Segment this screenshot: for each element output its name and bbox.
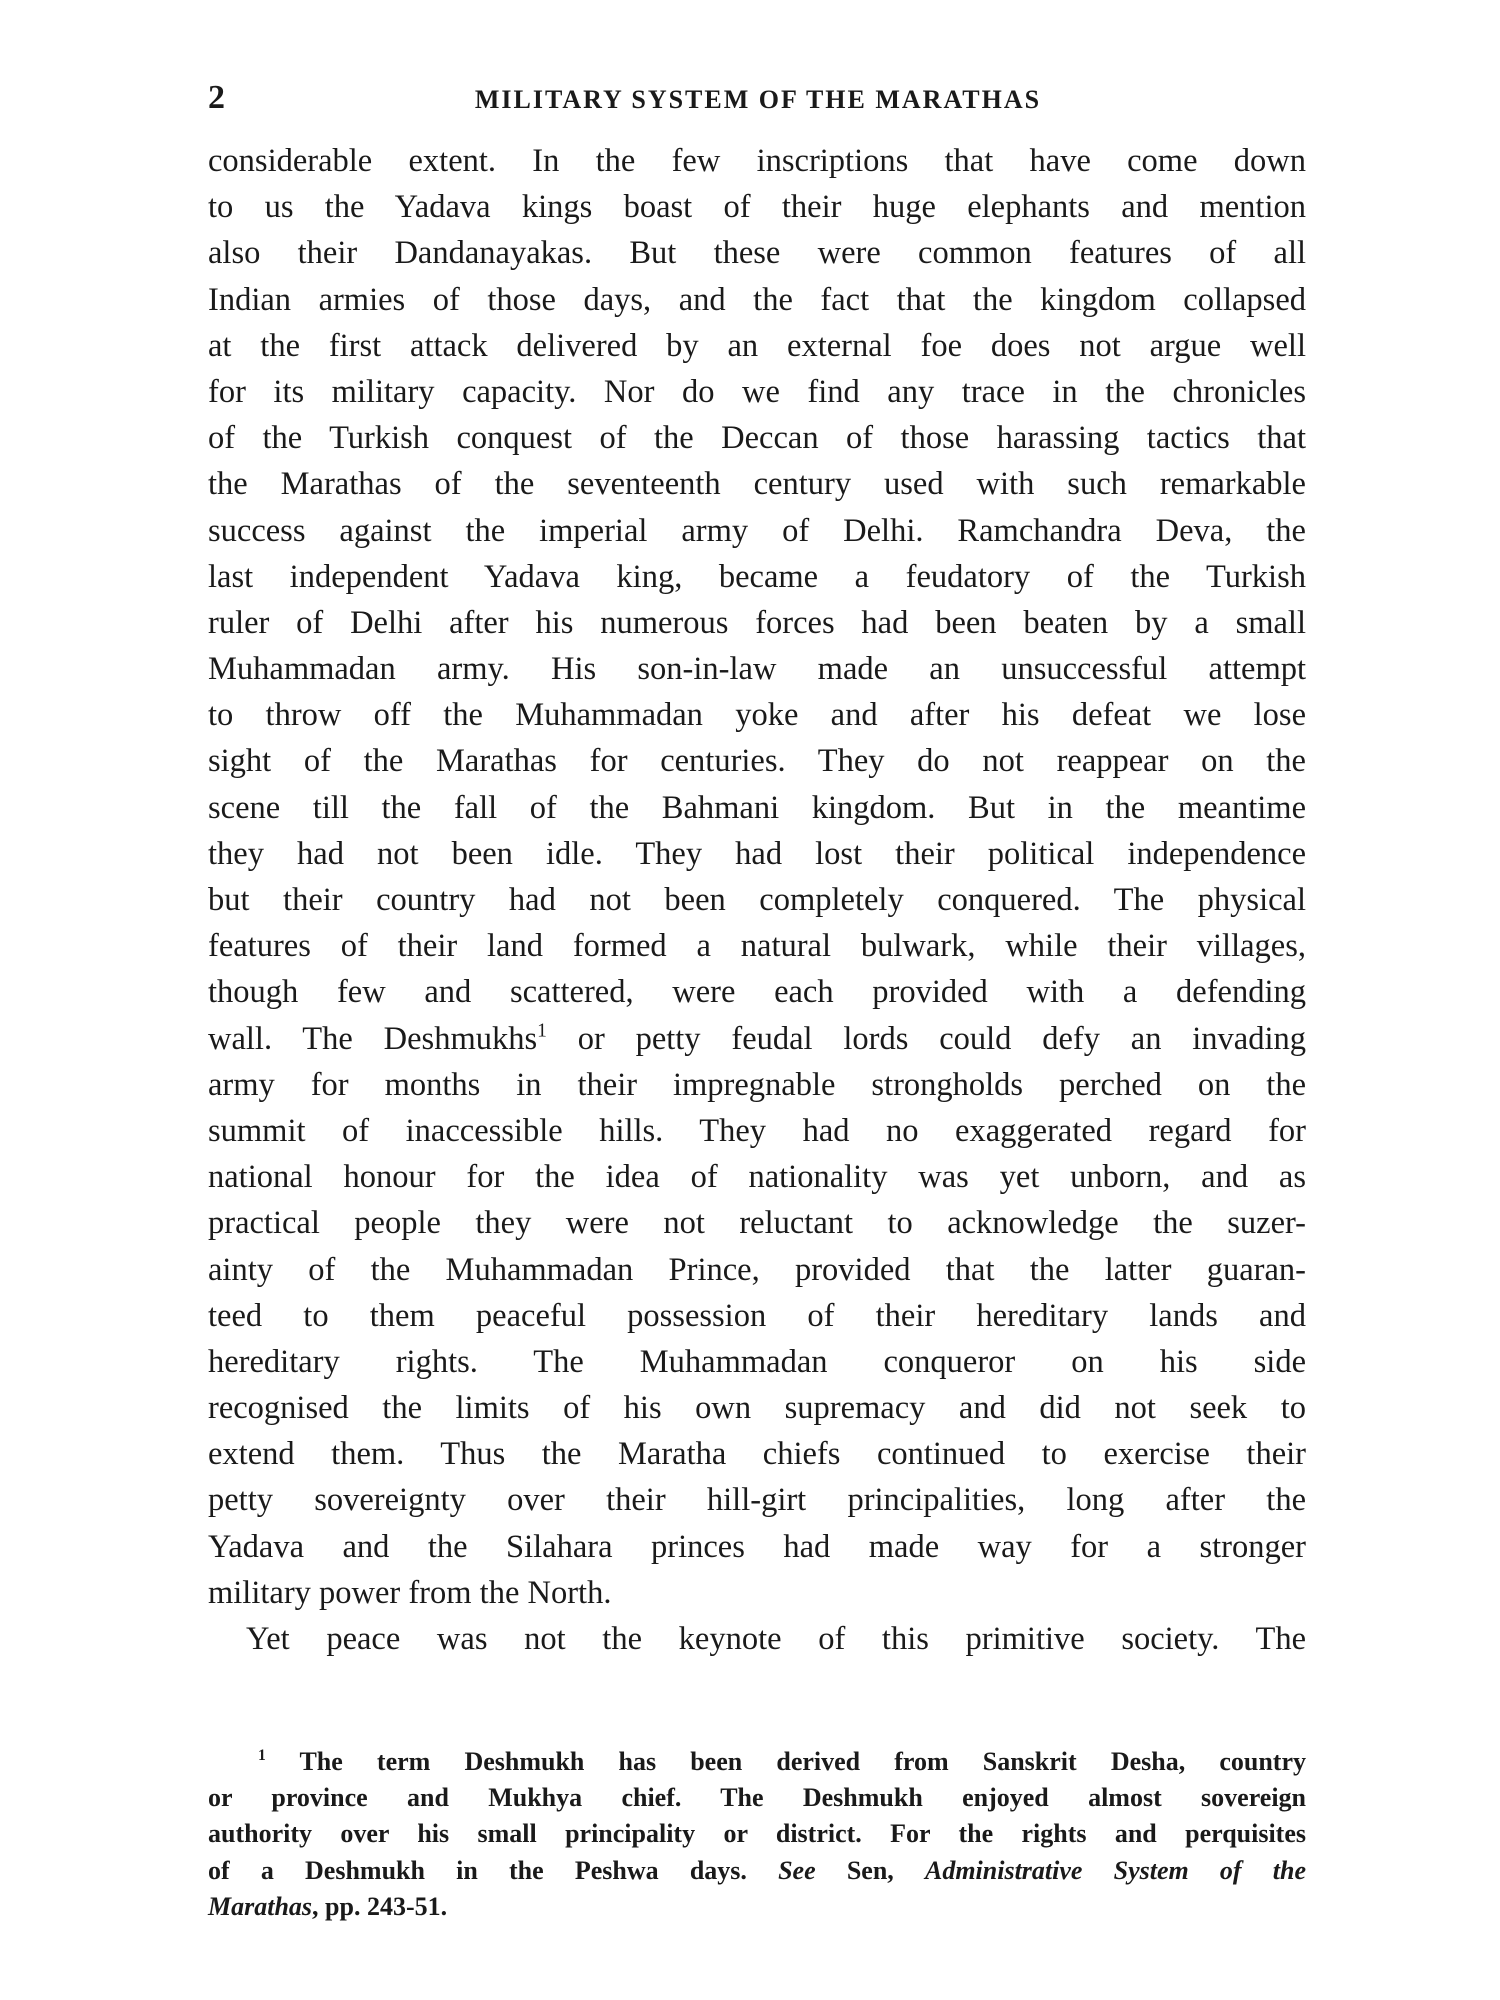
body-line: Indian armies of those days, and the fact that the kingdom collapsed: [208, 281, 1306, 318]
body-line: sight of the Marathas for centuries. They do not reappear on the: [208, 743, 1306, 780]
footnote-text: Sen,: [815, 1855, 925, 1885]
body-line: features of their land formed a natural bulwark, while their villages,: [208, 928, 1306, 965]
body-line-paragraph-start: Yet peace was not the keynote of this primitive society. The: [246, 1621, 1306, 1657]
footnote-line: [208, 1889, 1306, 1925]
body-line: Muhammadan army. His son-in-law made an unsuccessful attempt: [208, 651, 1306, 688]
body-line-text: or petty feudal lords could defy an invading: [546, 1020, 1306, 1057]
body-line: petty sovereignty over their hill-girt principalities, long after the: [208, 1482, 1306, 1519]
body-line: Yadava and the Silahara princes had made way for a stronger: [208, 1528, 1306, 1565]
footnote-line: authority over his small principality or district. For the rights and perquisites: [208, 1819, 1306, 1849]
body-line: teed to them peaceful possession of their hereditary lands and: [208, 1297, 1306, 1334]
body-line: recognised the limits of his own supremacy and did not seek to: [208, 1390, 1306, 1427]
body-line: considerable extent. In the few inscriptions that have come down: [208, 143, 1306, 179]
body-line: hereditary rights. The Muhammadan conqueror on his side: [208, 1343, 1306, 1380]
body-line: they had not been idle. They had lost their political independence: [208, 835, 1306, 872]
body-line: the Marathas of the seventeenth century used with such remarkable: [208, 466, 1306, 503]
body-line: ainty of the Muhammadan Prince, provided that the latter guaran-: [208, 1251, 1306, 1288]
footnote-reference[interactable]: 1: [537, 1019, 547, 1041]
body-line: national honour for the idea of nationality was yet unborn, and as: [208, 1159, 1306, 1196]
running-title: MILITARY SYSTEM OF THE MARATHAS: [474, 85, 1042, 114]
body-line: of the Turkish conquest of the Deccan of those harassing tactics that: [208, 420, 1306, 457]
body-line-with-footnote-ref: [208, 1016, 1306, 1062]
footnote-text: The term Deshmukh has been derived from Sanskrit Desha, country: [265, 1747, 1306, 1776]
body-line: to us the Yadava kings boast of their huge elephants and mention: [208, 189, 1306, 226]
body-line: though few and scattered, were each provided with a defending: [208, 974, 1306, 1011]
footnote-text: of a Deshmukh in the Peshwa days.: [208, 1855, 779, 1885]
body-line: scene till the fall of the Bahmani kingdom. But in the meantime: [208, 789, 1306, 826]
body-line-paragraph-end: military power from the North.: [208, 1574, 612, 1611]
body-line: to throw off the Muhammadan yoke and after his defeat we lose: [208, 697, 1306, 734]
body-line-text: wall. The Deshmukhs: [208, 1020, 538, 1057]
body-line: extend them. Thus the Maratha chiefs continued to exercise their: [208, 1436, 1306, 1473]
footnote-book-title: Marathas: [208, 1891, 313, 1921]
footnote-line: [208, 1853, 1306, 1889]
body-line: but their country had not been completely conquered. The physical: [208, 882, 1306, 918]
footnote-line: [208, 1744, 1306, 1780]
body-line: summit of inaccessible hills. They had no exaggerated regard for: [208, 1112, 1306, 1149]
running-head: [208, 78, 1308, 118]
footnote: [208, 1744, 1306, 1925]
body-text: [208, 138, 1306, 1662]
footnote-pages: , pp. 243-51.: [312, 1891, 448, 1921]
body-line: at the first attack delivered by an external foe does not argue well: [208, 327, 1306, 364]
footnote-line: or province and Mukhya chief. The Deshmukh enjoyed almost sovereign: [208, 1783, 1306, 1813]
body-line: last independent Yadava king, became a feudatory of the Turkish: [208, 558, 1306, 595]
body-line: also their Dandanayakas. But these were common features of all: [208, 235, 1306, 272]
footnote-book-title: Administrative System of the: [924, 1855, 1306, 1885]
body-line: success against the imperial army of Delhi. Ramchandra Deva, the: [208, 512, 1306, 549]
body-line: for its military capacity. Nor do we find any trace in the chronicles: [208, 373, 1306, 410]
footnote-marker: 1: [258, 1746, 266, 1764]
body-line: ruler of Delhi after his numerous forces had been beaten by a small: [208, 604, 1306, 641]
body-line: practical people they were not reluctant to acknowledge the suzer-: [208, 1205, 1306, 1242]
footnote-see: See: [778, 1855, 816, 1885]
body-line: army for months in their impregnable strongholds perched on the: [208, 1066, 1306, 1103]
page-number: 2: [208, 79, 225, 116]
